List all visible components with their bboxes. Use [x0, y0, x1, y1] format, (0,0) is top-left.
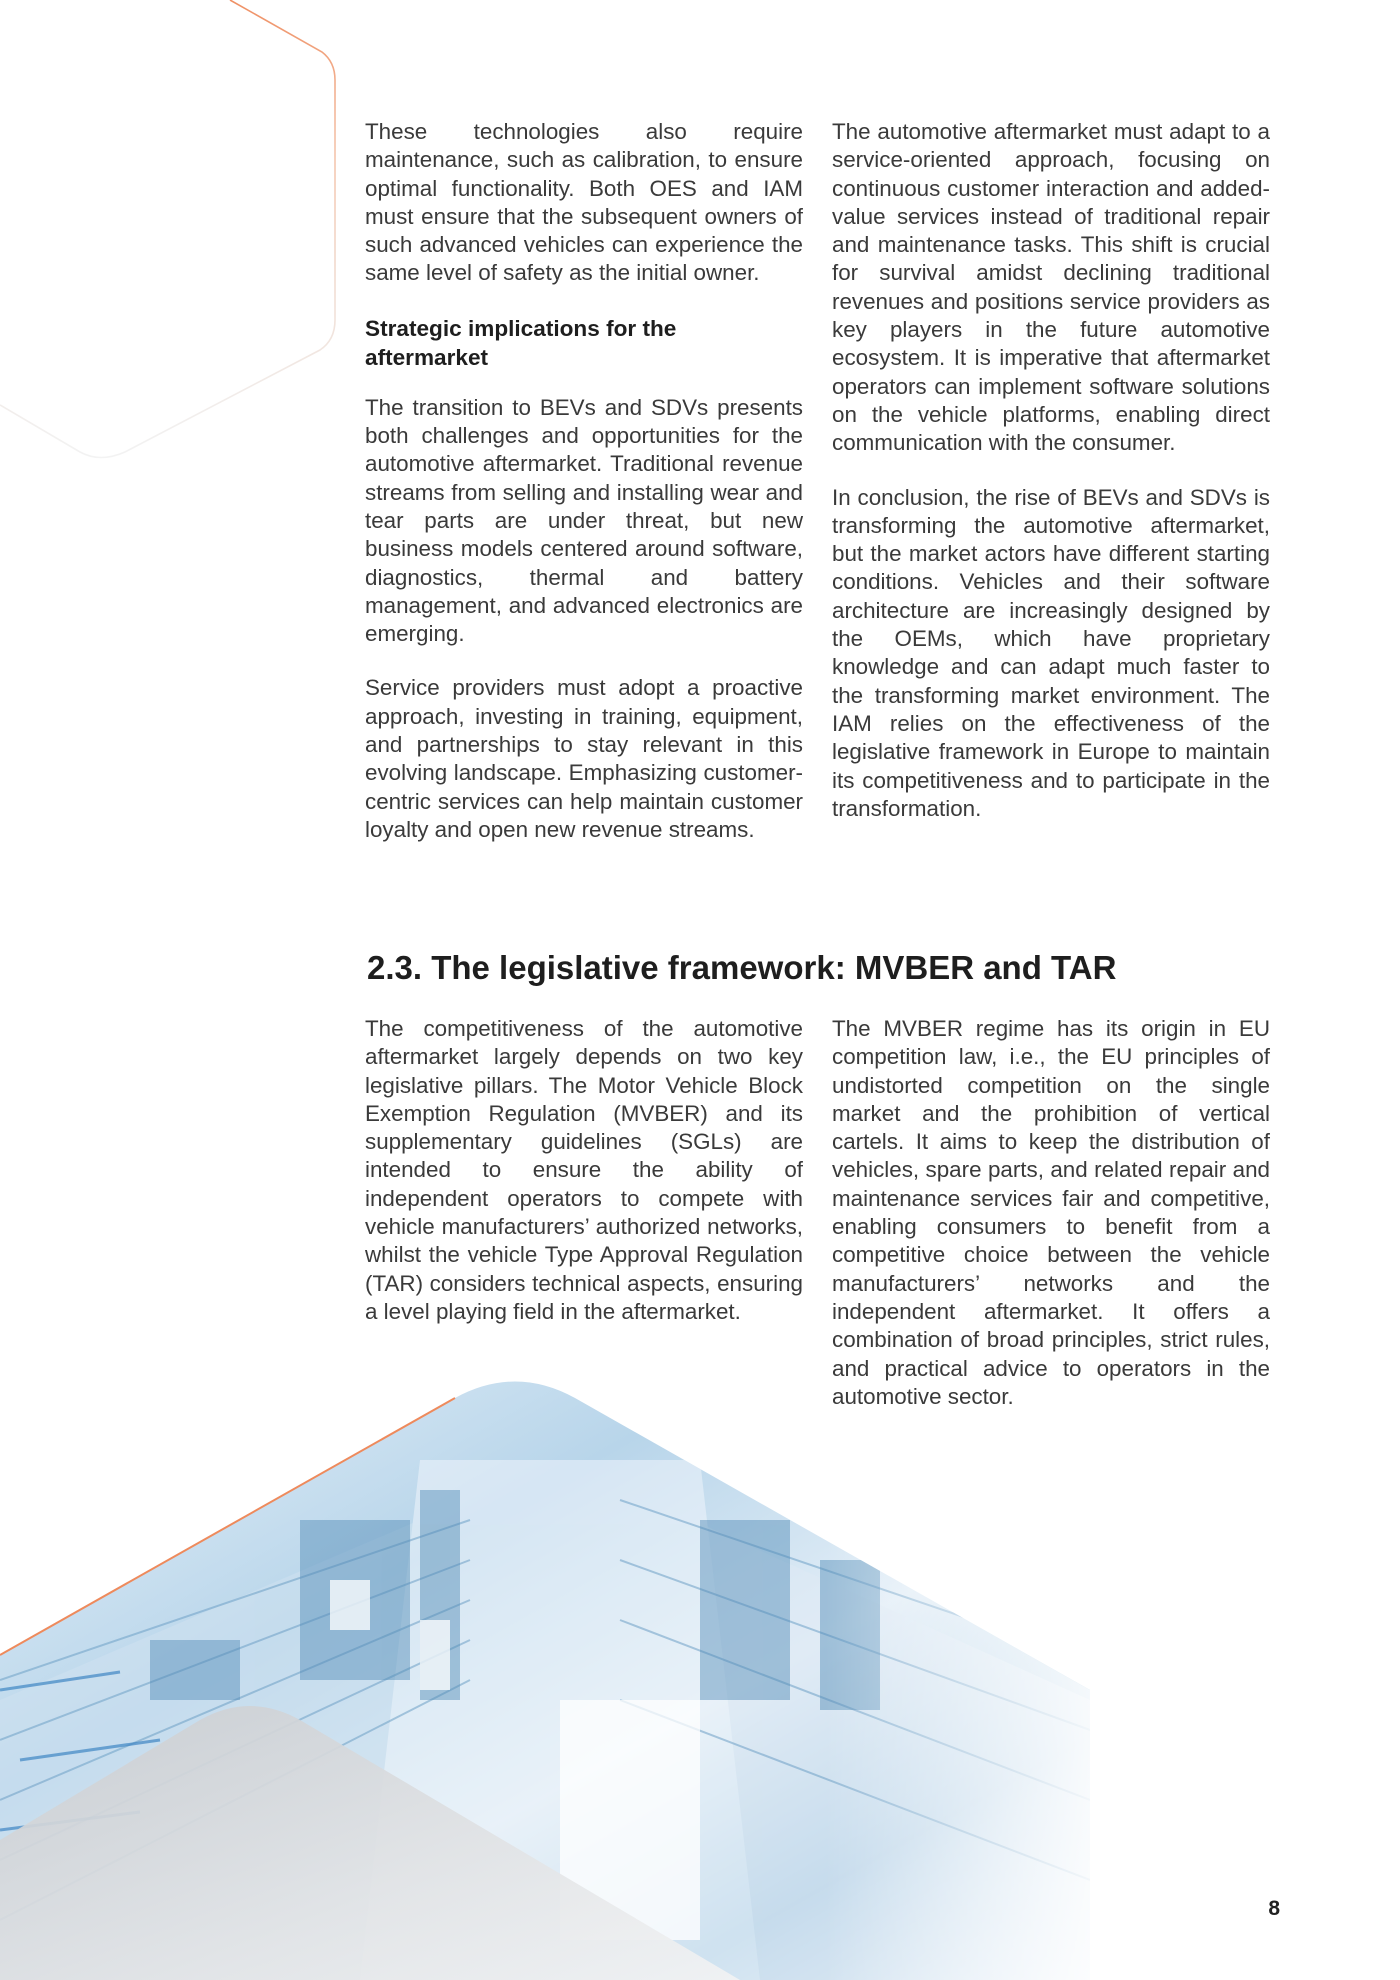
transition-paragraph: The transition to BEVs and SDVs presents both challenges and opportunities for the automotive aftermarket. Traditional revenue streams from selling and installing wear and tear parts are under threat, but new business models centered around software, diagnostics, thermal and battery management, and advanced electronics are emerging.: [365, 394, 803, 647]
hexagon-outline: [0, 0, 335, 458]
futuristic-corridor-image: [0, 1360, 1100, 1980]
service-oriented-paragraph: The automotive aftermarket must adapt to a service-oriented approach, focusing on continuous customer interaction and added-value services instead of traditional repair and maintenance tasks. This shift is crucial for survival amidst declining traditional revenues and positions service providers as key players in the future automotive ecosystem. It is imperative that aftermarket operators can implement software solutions on the vehicle platforms, enabling direct communication with the consumer.: [832, 119, 1270, 456]
section-right-column: [832, 1015, 1270, 1411]
mvber-regime-paragraph: The MVBER regime has its origin in EU competition law, i.e., the EU principles of undistorted competition on the single market and the prohibition of vertical cartels. It aims to keep the distribution of vehicles, spare parts, and related repair and maintenance services fair and competitive, enabling consumers to benefit from a competitive choice between the vehicle manufacturers’ networks and the independent aftermarket. It offers a combination of broad principles, strict rules, and practical advice to operators in the automotive sector.: [832, 1016, 1270, 1409]
service-providers-paragraph: Service providers must adopt a proactive approach, investing in training, equipment, and partnerships to stay relevant in this evolving landscape. Emphasizing customer-centric services can help maintain customer loyalty and open new revenue streams.: [365, 675, 803, 842]
strategic-implications-heading: Strategic implications for the aftermarket: [365, 315, 677, 370]
top-left-column: [365, 118, 803, 844]
section-left-column: [365, 1015, 803, 1326]
conclusion-paragraph: In conclusion, the rise of BEVs and SDVs is transforming the automotive aftermarket, but the market actors have different starting conditions. Vehicles and their software architecture are increasingly designed by the OEMs, which have proprietary knowledge and can adapt much faster to the transforming market environment. The IAM relies on the effectiveness of the legislative framework in Europe to maintain its competitiveness and to participate in the transformation.: [832, 484, 1270, 821]
page-number: 8: [1268, 1897, 1280, 1920]
top-right-column: [832, 118, 1270, 823]
intro-paragraph: These technologies also require maintenance, such as calibration, to ensure optimal functionality. Both OES and IAM must ensure that the subsequent owners of such advanced vehicles can experience the same level of safety as the initial owner.: [365, 119, 803, 286]
competitiveness-paragraph: The competitiveness of the automotive aftermarket largely depends on two key legislative pillars. The Motor Vehicle Block Exemption Regulation (MVBER) and its supplementary guidelines (SGLs) are intended to ensure the ability of independent operators to compete with vehicle manufacturers’ authorized networks, whilst the vehicle Type Approval Regulation (TAR) considers technical aspects, ensuring a level playing field in the aftermarket.: [365, 1016, 803, 1324]
section-heading: 2.3. The legislative framework: MVBER and TAR: [367, 949, 1117, 986]
